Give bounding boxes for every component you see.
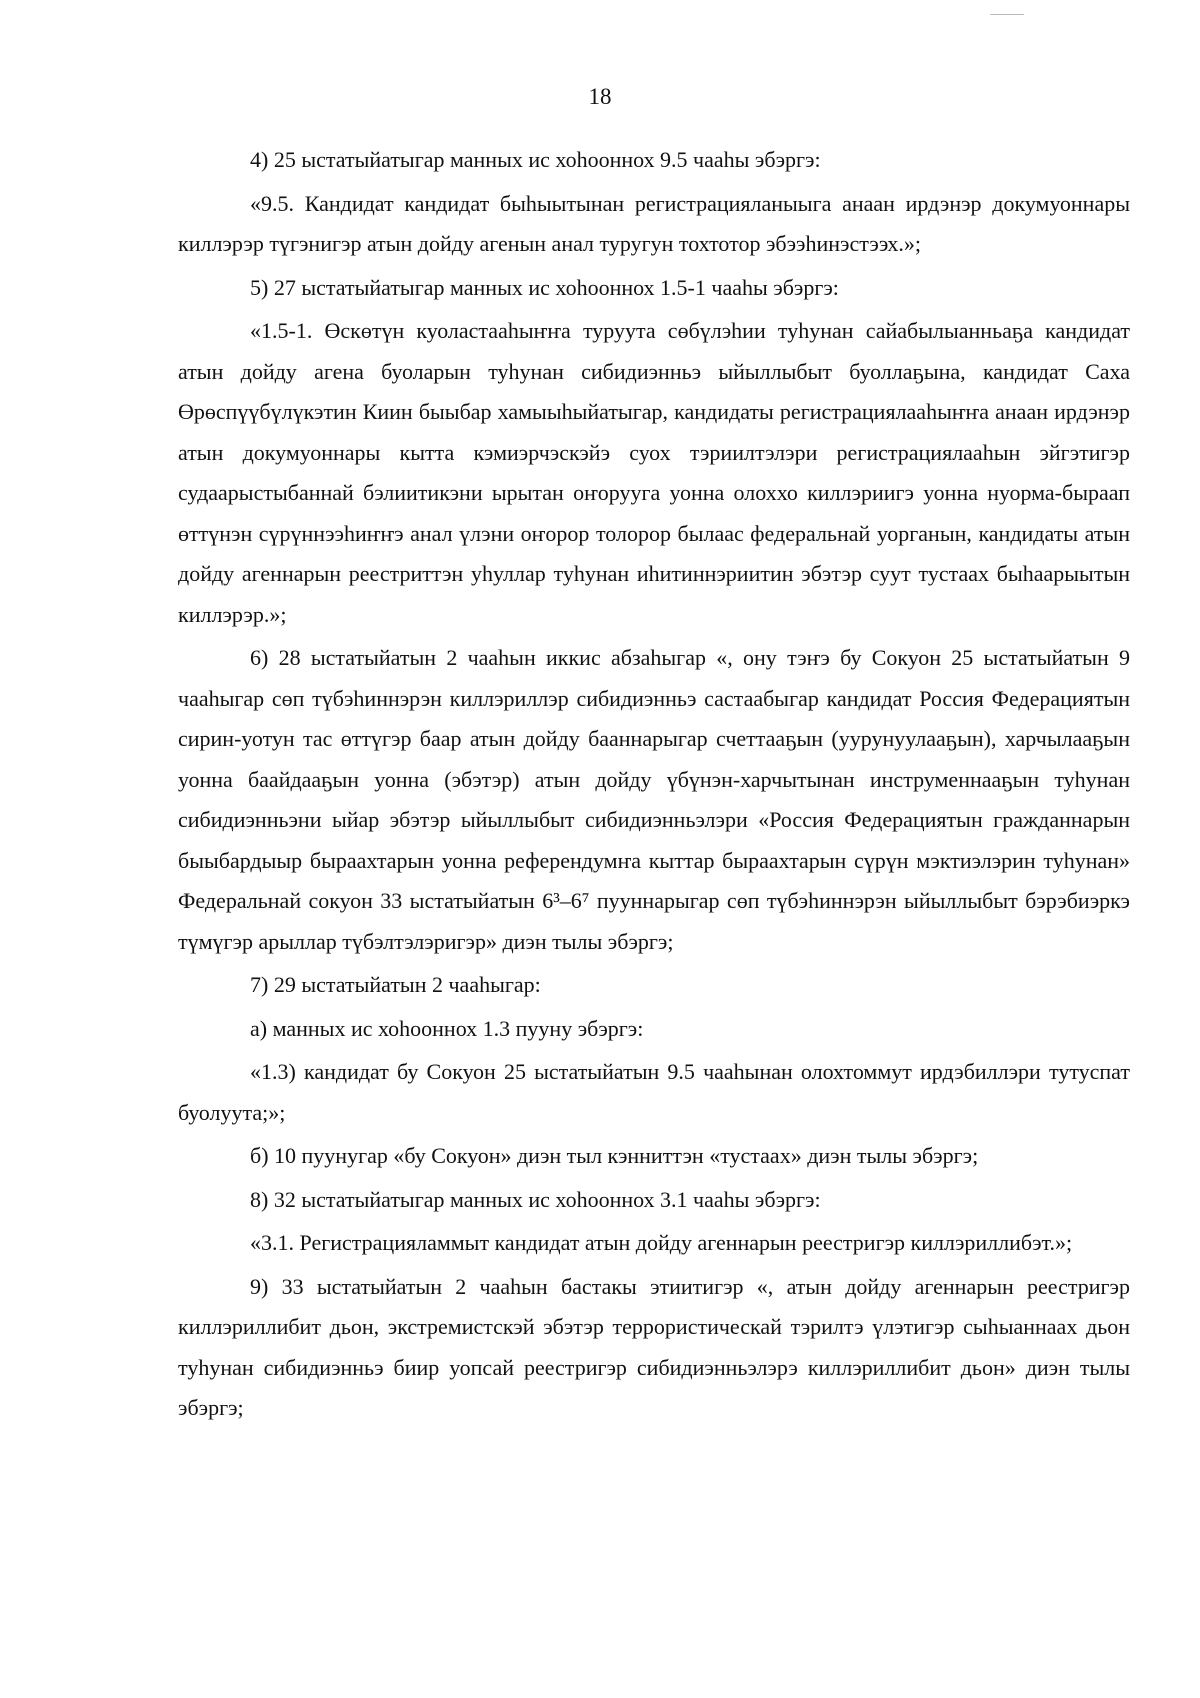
document-body bbox=[178, 140, 1130, 1432]
paragraph-item-9: 9) 33 ыстатыйатын 2 чааһын бастакы этиитигэр «, атын дойду агеннарын реестригэр киллэриллибит дьон, экстремистскэй эбэтэр террористическай тэрилтэ үлэтигэр сыһыаннаах дьон туһунан сибидиэнньэ биир уопсай реестригэр сибидиэнньэлэрэ киллэриллибит дьон» диэн тылы эбэргэ; bbox=[178, 1273, 1130, 1420]
paragraph-subitem-b: б) 10 пуунугар «бу Сокуон» диэн тыл кэнниттэн «тустаах» диэн тылы эбэргэ; bbox=[250, 1143, 979, 1168]
page-number: 18 bbox=[588, 84, 612, 109]
paragraph-item-8: 8) 32 ыстатыйатыгар манных ис хоһооннох 3.1 чааһы эбэргэ: bbox=[250, 1186, 821, 1212]
scan-artifact-line bbox=[990, 14, 1024, 15]
paragraph-subitem-a: а) манных ис хоһооннох 1.3 пууну эбэргэ: bbox=[250, 1015, 644, 1041]
paragraph-item-6: 6) 28 ыстатыйатын 2 чааһын иккис абзаһыгар «, ону тэҥэ бу Сокуон 25 ыстатыйатын 9 чааһыгар сөп түбэһиннэрэн киллэриллэр сибидиэнньэ састаабыгар кандидат Россия Федерациятын сирин-уотун тас өттүгэр баар атын дойду бааннарыгар счеттааҕын (уурунуулааҕын), харчылааҕын уонна баайдааҕын уонна (эбэтэр) атын дойду үбүнэн-харчытынан инструменнааҕын туһунан сибидиэнньэни ыйар эбэтэр ыйыллыбыт сибидиэнньэлэри «Россия Федерациятын гражданнарын быыбардыыр быраахтарын уонна референдумҥа кыттар быраахтарын сүрүн мэктиэлэрин туһунан» Федеральнай сокуон 33 ыстатыйатын 6³–6⁷ пууннарыгар сөп түбэһиннэрэн ыйыллыбыт бэрэбиэркэ түмүгэр арыллар түбэлтэлэригэр» диэн тылы эбэргэ; bbox=[178, 645, 1130, 954]
paragraph-quote-1-3: «1.3) кандидат бу Сокуон 25 ыстатыйатын 9.5 чааһынан олохтоммут ирдэбиллэри тутуспат буолуута;»; bbox=[178, 1059, 1130, 1125]
paragraph-item-7: 7) 29 ыстатыйатын 2 чааһыгар: bbox=[250, 972, 541, 997]
paragraph-quote-1-5-1: «1.5-1. Өскөтүн куоластааһыҥҥа туруута сөбүлэһии туһунан сайабылыанньаҕа кандидат атын дойду агена буоларын туһунан сибидиэнньэ ыйыллыбыт буоллаҕына, кандидат Саха Өрөспүүбүлүкэтин Киин быыбар хамыыһыйатыгар, кандидаты регистрациялааһыҥҥа анаан ирдэнэр атын докумуоннары кытта кэмиэрчэскэйэ суох тэриилтэлэри регистрациялааһын эйгэтигэр судаарыстыбаннай бэлиитикэни ырытан оҥорууга уонна олоххо киллэриигэ уонна нуорма-быраап өттүнэн сүрүннээһиҥҥэ анал үлэни оҥорор толорор былаас федеральнай уорганын, кандидаты атын дойду агеннарын реестриттэн уһуллар туһунан иһитиннэриитин эбэтэр суут тустаах быһаарыытын киллэрэр.»; bbox=[178, 318, 1130, 627]
paragraph-item-4: 4) 25 ыстатыйатыгар манных ис хоһооннох 9.5 чааһы эбэргэ: bbox=[250, 147, 821, 172]
paragraph-quote-3-1: «3.1. Регистрацияламмыт кандидат атын дойду агеннарын реестригэр киллэриллибэт.»; bbox=[250, 1230, 1073, 1255]
paragraph-quote-9-5: «9.5. Кандидат кандидат быһыытынан регистрацияланыыга анаан ирдэнэр докумуоннары киллэрэр түгэнигэр атын дойду агенын анал туругун тохтотор эбээһинэстээх.»; bbox=[178, 190, 1130, 256]
paragraph-item-5: 5) 27 ыстатыйатыгар манных ис хоһооннох 1.5-1 чааһы эбэргэ: bbox=[250, 274, 839, 300]
